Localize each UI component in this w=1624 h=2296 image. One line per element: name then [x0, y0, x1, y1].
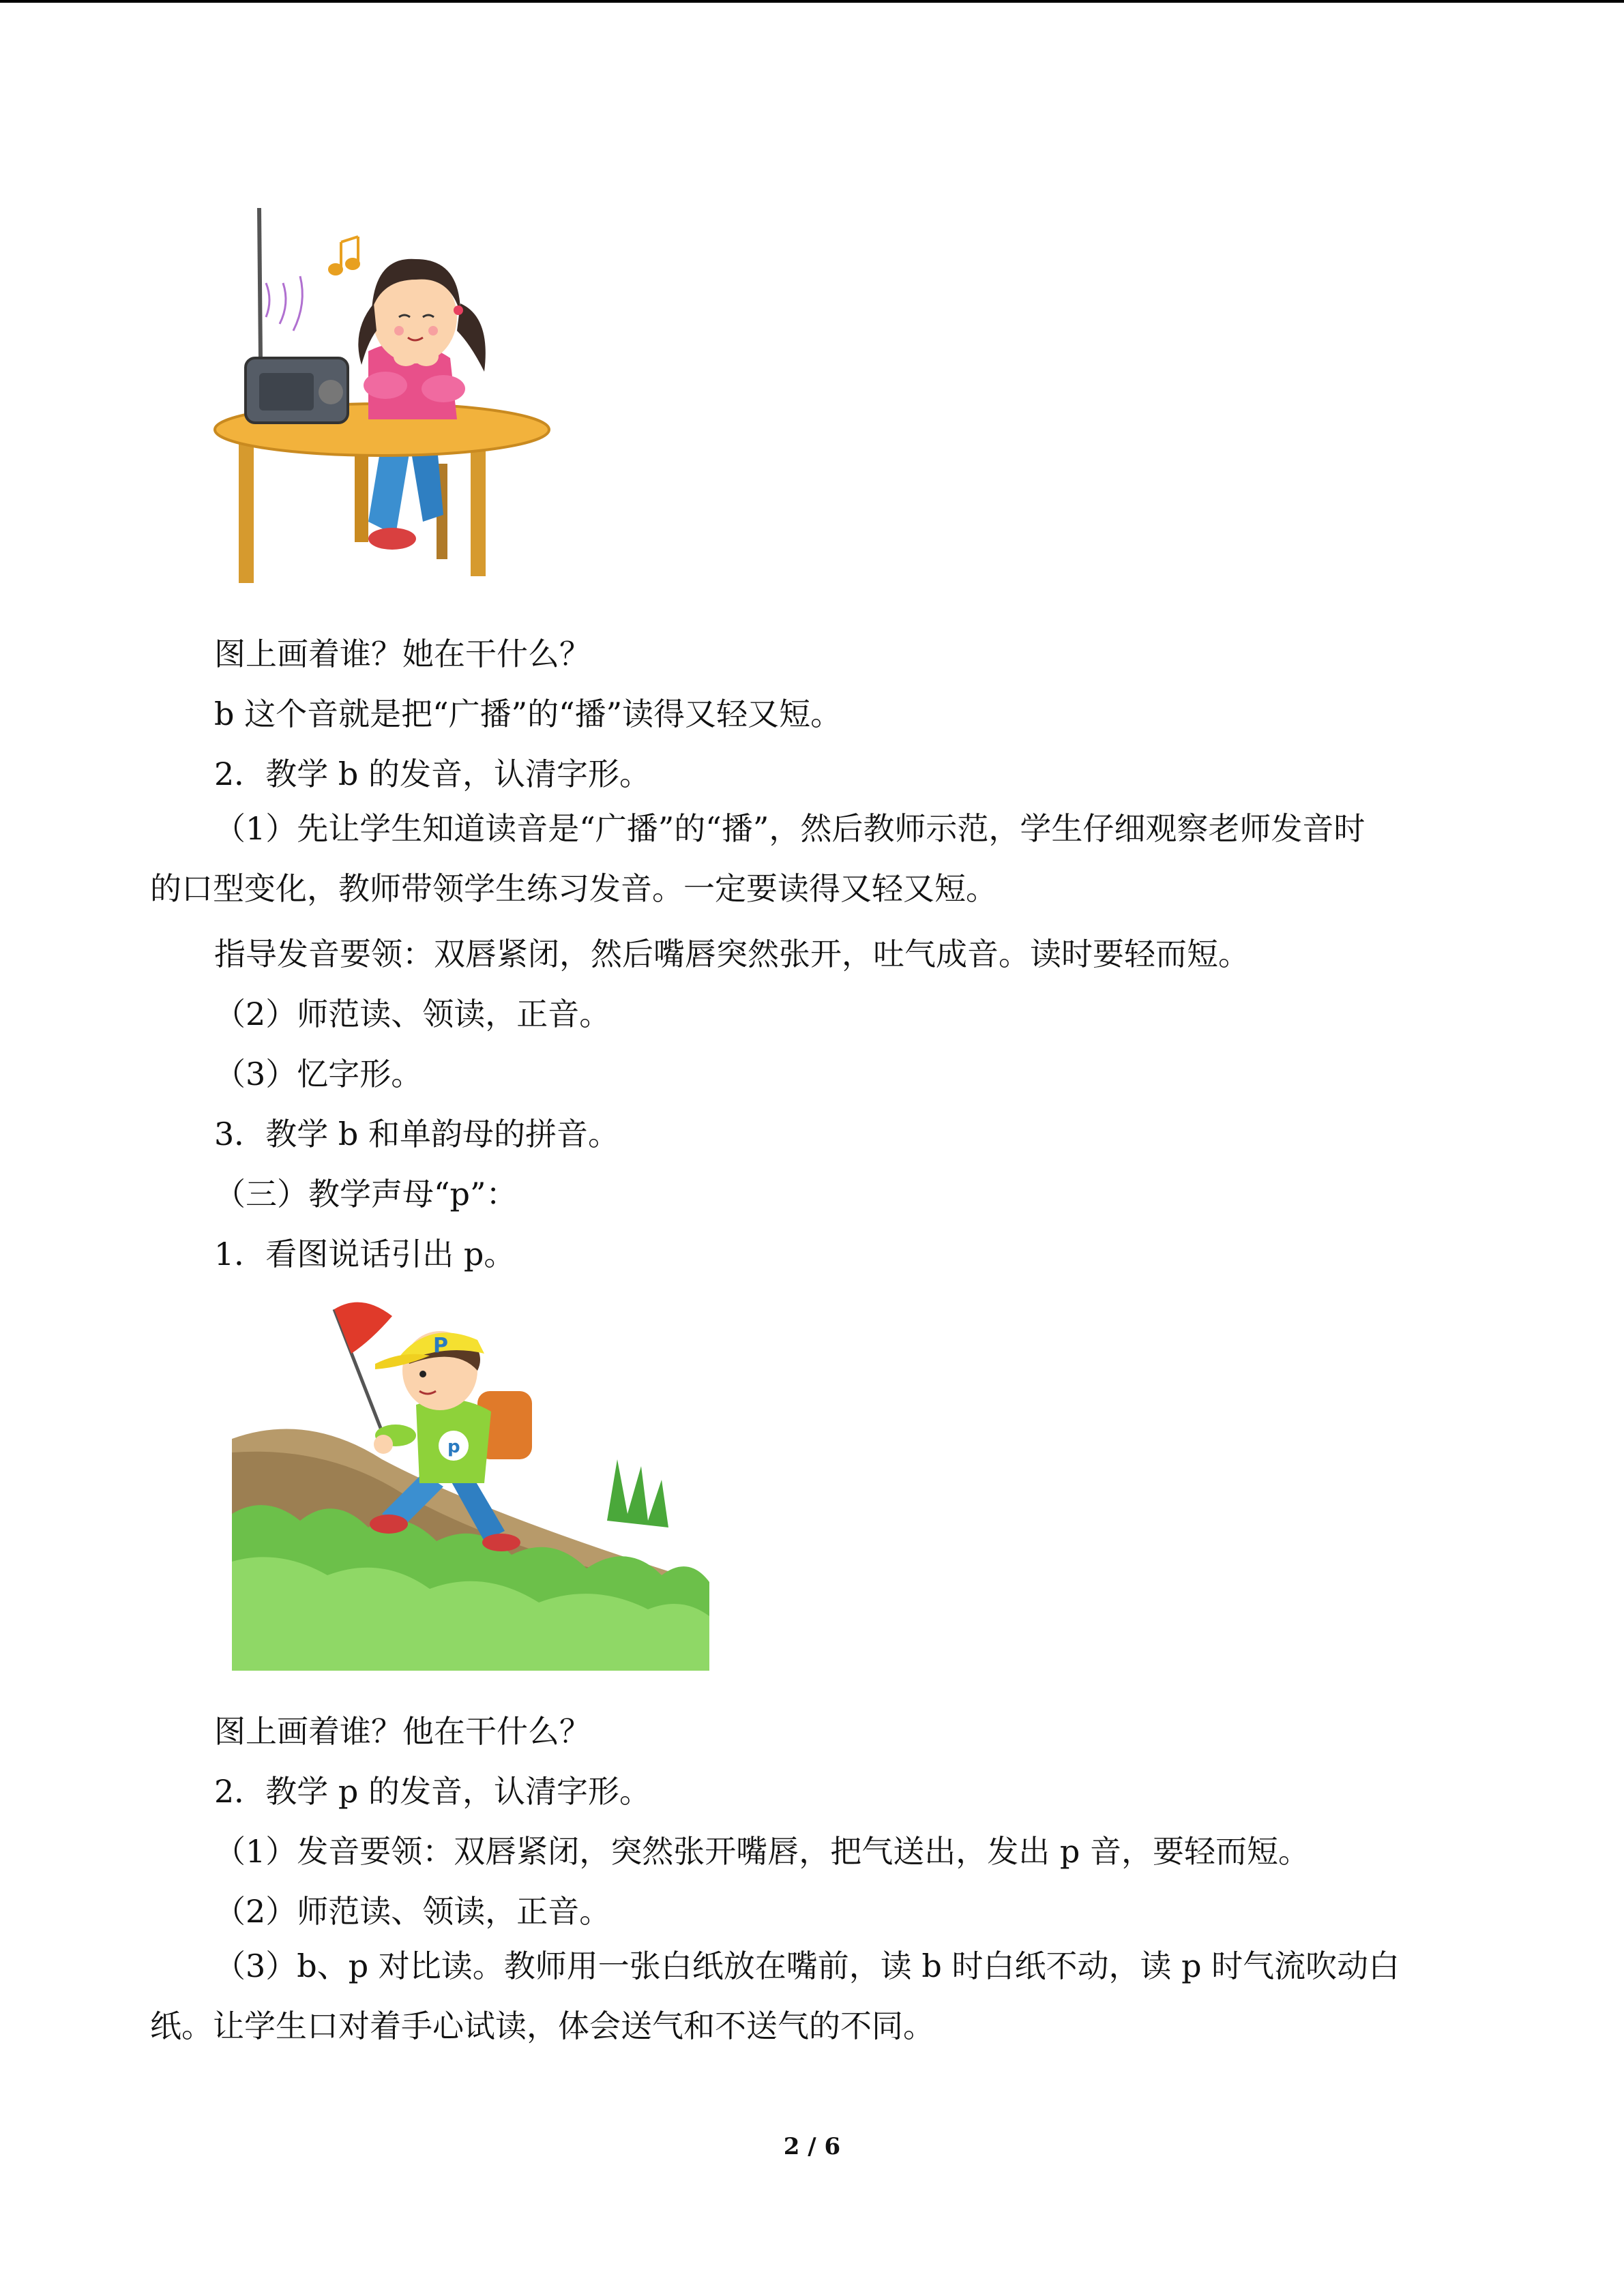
text-line-p-pronunciation: （1）发音要领：双唇紧闭，突然张开嘴唇，把气送出，发出 p 音，要轻而短。 — [214, 1833, 1310, 1870]
text-line-model-reading-p: （2）师范读、领读，正音。 — [214, 1893, 611, 1930]
text-line-model-reading: （2）师范读、领读，正音。 — [214, 996, 611, 1032]
text-line-pronunciation-guide: 指导发音要领：双唇紧闭，然后嘴唇突然张开，吐气成音。读时要轻而短。 — [214, 936, 1250, 972]
shirt-letter: p — [447, 1437, 460, 1457]
text-line-b-sound: b 这个音就是把“广播”的“播”读得又轻又短。 — [214, 696, 842, 732]
paragraph-line: （1）先让学生知道读音是“广播”的“播”，然后教师示范，学生仔细观察老师发音时 — [214, 810, 1365, 847]
heading-picture-talk-p: 1．看图说话引出 p。 — [214, 1236, 516, 1272]
cap-letter: P — [433, 1334, 448, 1358]
paragraph-line: （3）b、p 对比读。教师用一张白纸放在嘴前，读 b 时白纸不动，读 p 时气流吹动白 — [214, 1948, 1400, 1984]
heading-teach-b-spelling: 3．教学 b 和单韵母的拼音。 — [214, 1116, 619, 1152]
heading-teach-p: （三）教学声母“p”： — [214, 1176, 518, 1212]
heading-teach-p-sound: 2．教学 p 的发音，认清字形。 — [214, 1773, 651, 1810]
girl-listening-to-radio-illustration — [198, 194, 566, 593]
paragraph-line: 纸。让学生口对着手心试读，体会送气和不送气的不同。 — [150, 2008, 934, 2044]
girl-radio-illustration — [198, 194, 566, 593]
paragraph-teach-b-step1 — [150, 799, 1480, 919]
paragraph-b-p-compare — [150, 1936, 1480, 2056]
page-number: 2 / 6 — [783, 2133, 841, 2160]
text-line-recall-shape: （3）忆字形。 — [214, 1056, 423, 1092]
boy-hill-illustration — [225, 1289, 716, 1674]
question-line-girl: 图上画着谁？她在干什么？ — [214, 636, 591, 672]
top-border-line — [0, 0, 1624, 3]
question-line-boy: 图上画着谁？他在干什么？ — [214, 1713, 591, 1750]
heading-teach-b: 2．教学 b 的发音，认清字形。 — [214, 756, 651, 792]
boy-climbing-hill-with-flag-illustration — [225, 1289, 716, 1674]
paragraph-line: 的口型变化，教师带领学生练习发音。一定要读得又轻又短。 — [150, 870, 997, 907]
